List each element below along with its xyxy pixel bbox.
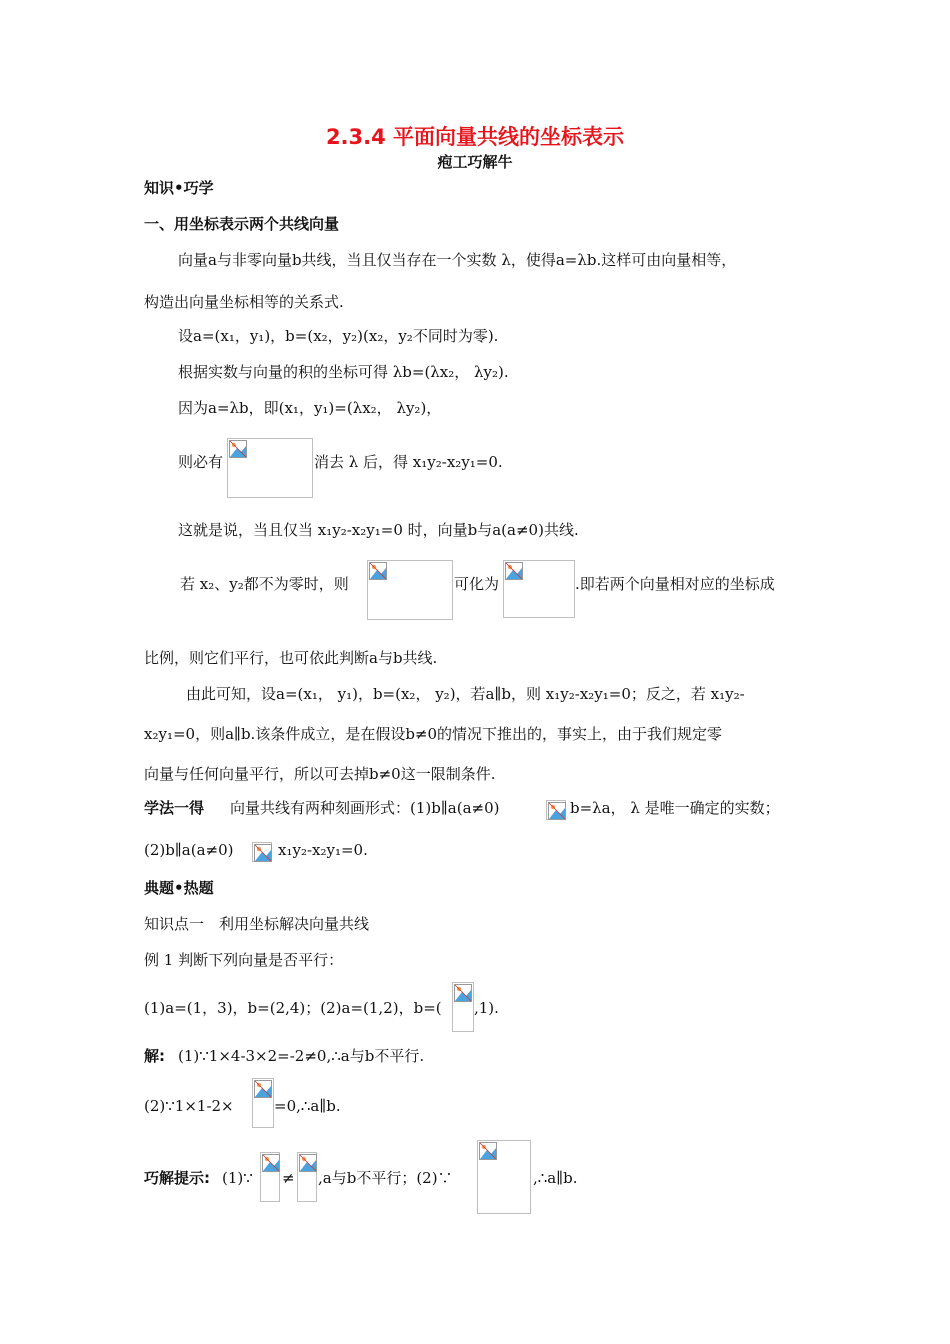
broken-image-icon (299, 1154, 317, 1172)
solution-part-1: (1)∵1×4-3×2=-2≠0,∴a与b不平行. (178, 1047, 425, 1065)
broken-image-icon (262, 1154, 280, 1172)
paragraph-6: 这就是说，当且仅当 x₁y₂-x₂y₁=0 时，向量b与a(a≠0)共线. (178, 521, 579, 539)
example-1-items-pre: (1)a=(1，3)，b=(2,4)；(2)a=(1,2)，b=( (144, 999, 442, 1017)
broken-image-icon (505, 562, 523, 580)
section-heading-problems: 典题•热题 (144, 879, 214, 897)
fraction-image-1 (452, 982, 474, 1032)
method-note-2-post: x₁y₂-x₂y₁=0. (278, 841, 368, 859)
tip-part-c: ,∴a∥b. (533, 1169, 578, 1187)
paragraph-5-pre: 则必有 (178, 453, 224, 471)
method-note-label: 学法一得 (144, 799, 205, 817)
formula-image-ratio-1 (367, 560, 453, 620)
section-heading-knowledge: 知识•巧学 (144, 179, 214, 197)
paragraph-9c: 向量与任何向量平行，所以可去掉b≠0这一限制条件. (144, 765, 496, 783)
solution-label: 解: (144, 1047, 165, 1065)
page-title: 2.3.4 平面向量共线的坐标表示 (325, 125, 625, 149)
formula-image-system (227, 438, 313, 498)
paragraph-7-pre: 若 x₂、y₂都不为零时，则 (180, 575, 349, 593)
paragraph-7-post: .即若两个向量相对应的坐标成 (575, 575, 775, 593)
paragraph-5-post: 消去 λ 后，得 x₁y₂-x₂y₁=0. (314, 453, 503, 471)
paragraph-1a: 向量a与非零向量b共线，当且仅当存在一个实数 λ，使得a=λb.这样可由向量相等， (178, 251, 737, 269)
tip-part-a: (1)∵ (222, 1169, 253, 1187)
fraction-image-2 (252, 1078, 274, 1128)
page-subtitle: 疱工巧解牛 (437, 153, 513, 171)
paragraph-9a: 由此可知，设a=(x₁， y₁)，b=(x₂， y₂)，若a∥b，则 x₁y₂-x₂y₁=0；反之，若 x₁y₂- (186, 685, 745, 703)
solution-part-2-pre: (2)∵1×1-2× (144, 1097, 234, 1115)
example-1-items-post: ,1). (474, 999, 499, 1017)
broken-image-icon (548, 802, 566, 820)
method-note-text-pre: 向量共线有两种刻画形式：(1)b∥a(a≠0) (230, 799, 500, 817)
broken-image-icon (369, 562, 387, 580)
broken-image-icon (254, 844, 272, 862)
paragraph-9b: x₂y₁=0，则a∥b.该条件成立，是在假设b≠0的情况下推出的，事实上，由于我们规定零 (144, 725, 723, 743)
broken-image-icon (479, 1142, 497, 1160)
broken-image-icon (454, 984, 472, 1002)
tip-part-b: ,a与b不平行；(2)∵ (318, 1169, 453, 1187)
method-note-text-post: b=λa， λ 是唯一确定的实数； (570, 799, 780, 817)
method-note-2-pre: (2)b∥a(a≠0) (144, 841, 234, 859)
iff-symbol-image-2 (252, 842, 272, 862)
broken-image-icon (229, 440, 247, 458)
solution-part-2-post: =0,∴a∥b. (274, 1097, 341, 1115)
formula-image-ratio-2 (503, 560, 575, 618)
fraction-image-4 (297, 1152, 317, 1202)
knowledge-point-1: 知识点一 利用坐标解决向量共线 (144, 915, 370, 933)
example-1: 例 1 判断下列向量是否平行： (144, 951, 344, 969)
tip-neq-sign: ≠ (282, 1169, 295, 1187)
paragraph-4: 因为a=λb，即(x₁，y₁)=(λx₂， λy₂)， (178, 399, 442, 417)
subsection-heading-collinear: 一、用坐标表示两个共线向量 (144, 215, 340, 233)
paragraph-8: 比例，则它们平行，也可依此判断a与b共线. (144, 649, 438, 667)
paragraph-3: 根据实数与向量的积的坐标可得 λb=(λx₂， λy₂). (178, 363, 509, 381)
paragraph-7-mid: 可化为 (454, 575, 500, 593)
iff-symbol-image-1 (546, 800, 566, 820)
tip-label: 巧解提示: (144, 1169, 210, 1187)
fraction-image-3 (260, 1152, 280, 1202)
paragraph-1b: 构造出向量坐标相等的关系式. (144, 293, 344, 311)
formula-image-tip (477, 1140, 531, 1214)
paragraph-2: 设a=(x₁，y₁)，b=(x₂，y₂)(x₂，y₂不同时为零). (178, 327, 499, 345)
broken-image-icon (254, 1080, 272, 1098)
